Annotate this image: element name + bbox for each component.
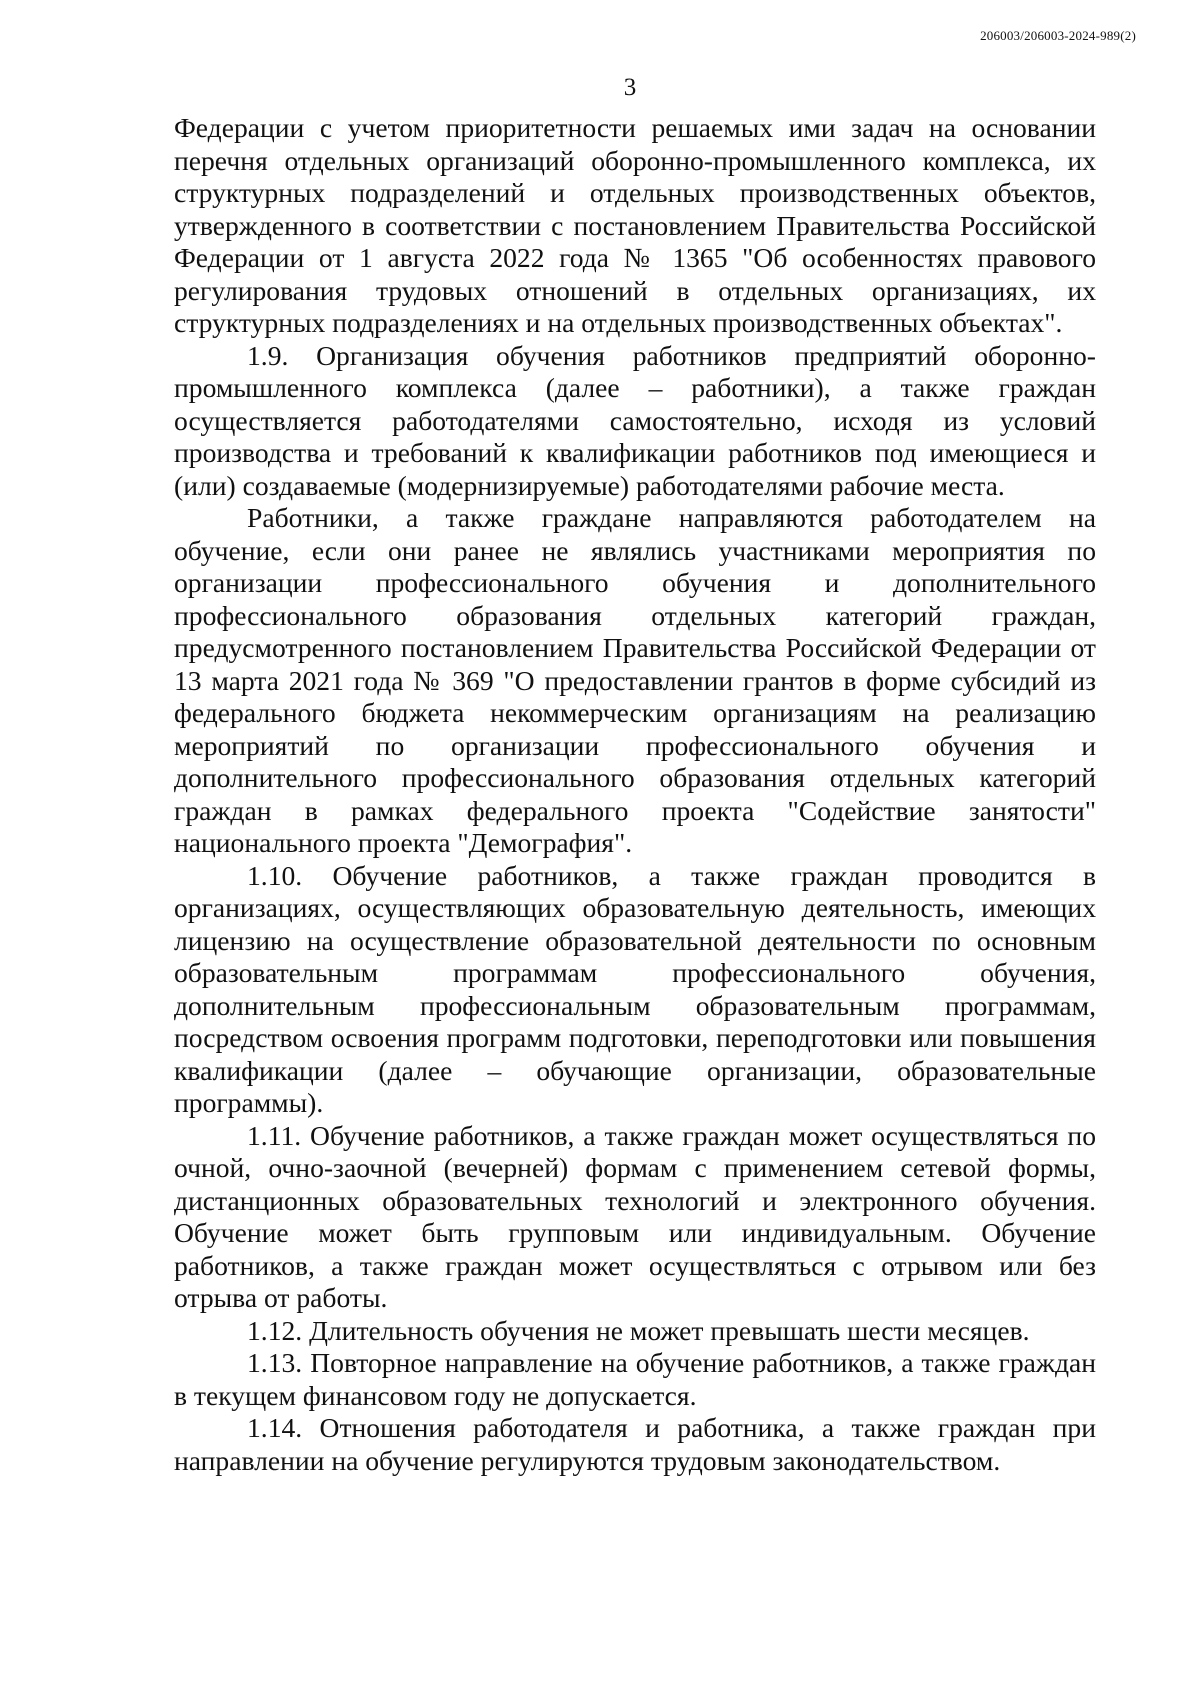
paragraph-1-9: 1.9. Организация обучения работников предприятий оборонно-промышленного комплекса (далее – работники), а также граждан осуществляется работодателями самостоятельно, исходя из условий производства и требований к квалификации работников под имеющиеся и (или) создаваемые (модернизируемые) работодателями рабочие места. [174, 339, 1096, 501]
paragraph-1-14: 1.14. Отношения работодателя и работника, а также граждан при направлении на обучение регулируются трудовым законодательством. [174, 1412, 1096, 1476]
paragraph-continuation: Федерации с учетом приоритетности решаемых ими задач на основании перечня отдельных организаций оборонно-промышленного комплекса, их структурных подразделений и отдельных производственных объектов, утвержденного в соответствии с постановлением Правительства Российской Федерации от 1 августа 2022 года № 1365 "Об особенностях правового регулирования трудовых отношений в отдельных организациях, их структурных подразделениях и на отдельных производственных объектах". [174, 112, 1096, 338]
document-id: 206003/206003-2024-989(2) [980, 28, 1136, 43]
paragraph-1-10: 1.10. Обучение работников, а также граждан проводится в организациях, осуществляющих образовательную деятельность, имеющих лицензию на осуществление образовательной деятельности по основным образовательным программам профессионального обучения, дополнительным профессиональным образовательным программам, посредством освоения программ подготовки, переподготовки или повышения квалификации (далее – обучающие организации, образовательные программы). [174, 859, 1096, 1118]
document-body [174, 112, 1096, 1477]
paragraph-1-13: 1.13. Повторное направление на обучение работников, а также граждан в текущем финансовом году не допускается. [174, 1347, 1096, 1411]
paragraph-1-11: 1.11. Обучение работников, а также граждан может осуществляться по очной, очно-заочной (вечерней) формам с применением сетевой формы, дистанционных образовательных технологий и электронного обучения. Обучение может быть групповым или индивидуальным. Обучение работников, а также граждан может осуществляться с отрывом или без отрыва от работы. [174, 1119, 1096, 1313]
paragraph-1-9-workers: Работники, а также граждане направляются работодателем на обучение, если они ранее не являлись участниками мероприятия по организации профессионального обучения и дополнительного профессионального образования отдельных категорий граждан, предусмотренного постановлением Правительства Российской Федерации от 13 марта 2021 года № 369 "О предоставлении грантов в форме субсидий из федерального бюджета некоммерческим организациям на реализацию мероприятий по организации профессионального обучения и дополнительного профессионального образования отдельных категорий граждан в рамках федерального проекта "Содействие занятости" национального проекта "Демография". [174, 502, 1096, 858]
paragraph-1-12: 1.12. Длительность обучения не может превышать шести месяцев. [247, 1314, 1030, 1346]
page-number: 3 [623, 74, 637, 101]
